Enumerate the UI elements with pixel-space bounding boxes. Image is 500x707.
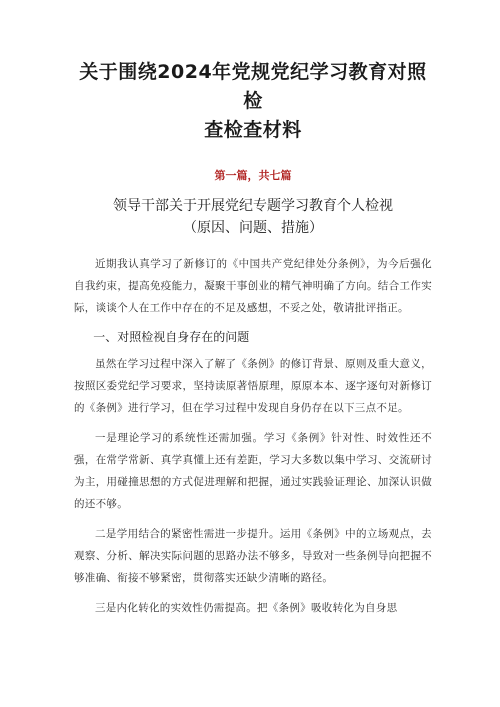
section-heading: 一、对照检视自身存在的问题: [93, 330, 250, 344]
body-paragraph: 虽然在学习过程中深入了解了《条例》的修订背景、原则及重大意义，按照区委党纪学习要求，坚持读原著悟原理，原原本本、逐字逐句对新修订的《条例》进行学习，但在学习过程中发现自身仍存在以下三点不足。: [74, 358, 432, 414]
body-paragraph: 二是学用结合的紧密性需进一步提升。运用《条例》中的立场观点，去观察、分析、解决实际问题的思路办法不够多，导致对一些条例导向把握不够准确、衔接不够紧密，贯彻落实还缺少清晰的路径。: [74, 528, 432, 584]
title-line-2: 查检查材料: [204, 119, 302, 141]
title-line-1: 关于围绕2024年党规党纪学习教育对照检: [79, 61, 427, 112]
intro-paragraph: 近期我认真学习了新修订的《中国共产党纪律处分条例》，为今后强化自我约束，提高免疫能力，凝聚干事创业的精气神明确了方向。结合工作实际，谈谈个人在工作中存在的不足及感想，不妥之处，敬请批评指正。: [74, 258, 432, 314]
body-paragraph: 一是理论学习的系统性还需加强。学习《条例》针对性、时效性还不强，在常学常新、真学真懂上还有差距，学习大多数以集中学习、交流研讨为主，用碰撞思想的方式促进理解和把握，通过实践验证理论、加深认识做的还不够。: [74, 432, 432, 510]
subtitle-line-1: 领导干部关于开展党纪专题学习教育个人检视: [113, 198, 393, 214]
body-paragraph: 三是内化转化的实效性仍需提高。把《条例》吸收转化为自身思: [95, 602, 398, 614]
subtitle-line-2: （原因、问题、措施）: [183, 220, 323, 236]
document-title: [74, 58, 432, 145]
part-label: 第一篇，共七篇: [214, 169, 292, 182]
subtitle: [74, 195, 432, 239]
